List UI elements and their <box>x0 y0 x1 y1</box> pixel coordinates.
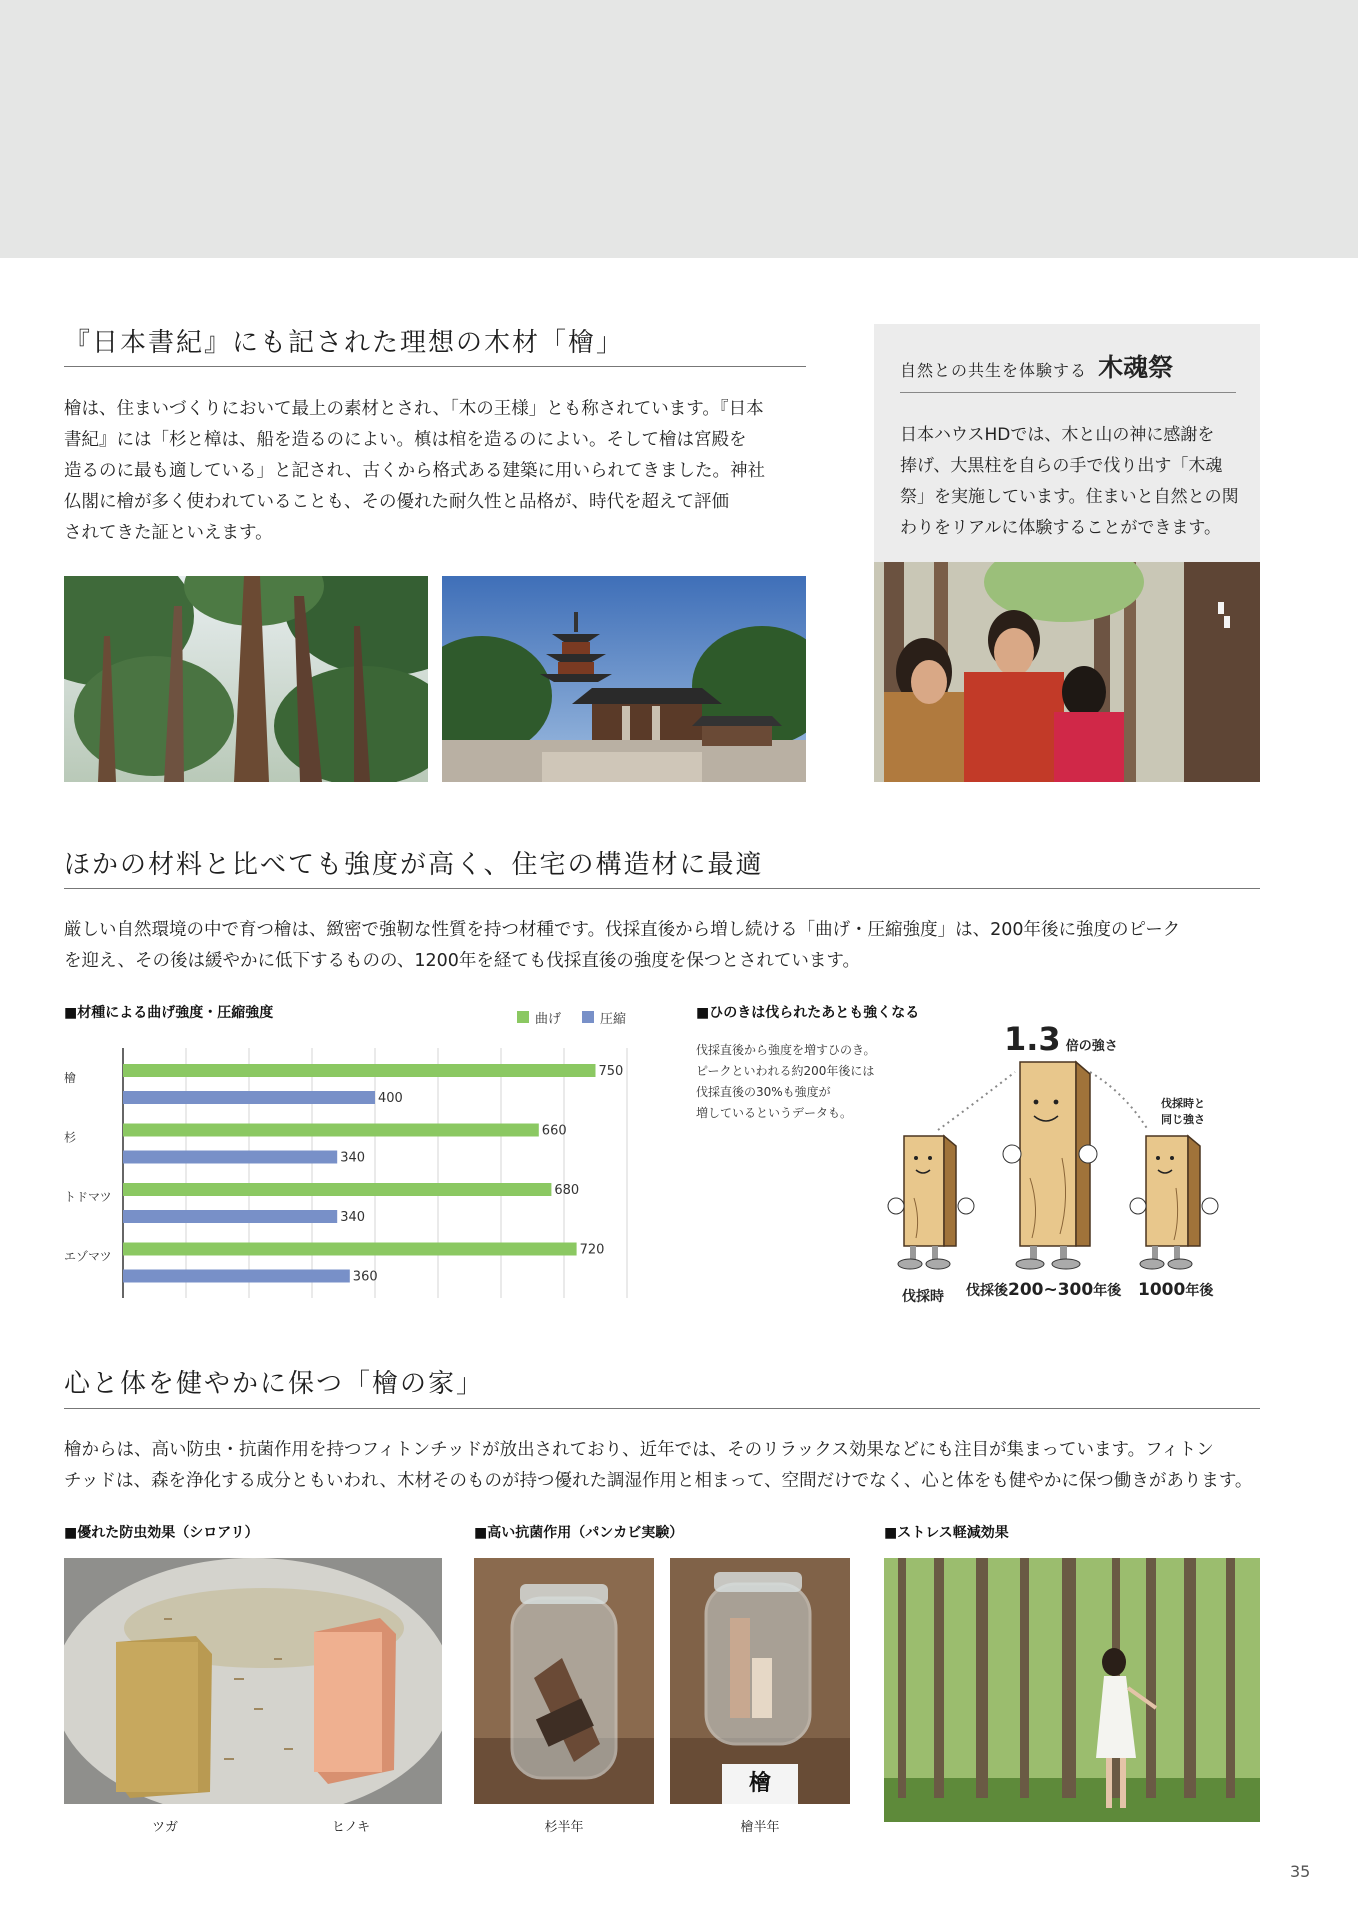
bar-compression <box>123 1270 350 1283</box>
bar-value-label: 340 <box>340 1210 366 1225</box>
sidebox-rule <box>900 392 1236 393</box>
antibac-effect-title: ■高い抗菌作用（パンカビ実験） <box>474 1525 684 1541</box>
category-label: トドマツ <box>64 1190 112 1204</box>
stage-label-3 <box>1138 1280 1213 1300</box>
hinoki-jar-photo <box>670 1558 850 1804</box>
bar-value-label: 720 <box>579 1242 605 1258</box>
legend-swatch-bending <box>517 1011 529 1023</box>
peak-number: 1.3 <box>1004 1020 1061 1058</box>
wood-character-small-2 <box>1130 1136 1218 1269</box>
family-praying-photo <box>874 562 1260 782</box>
hinoki-desc-2: ピークといわれる約200年後には <box>696 1064 875 1078</box>
bar-value-label: 400 <box>378 1091 403 1106</box>
sidebox-line-3: 祭」を実施しています。住まいと自然との関 <box>900 487 1239 507</box>
hinoki-characters-illustration <box>880 1058 1230 1288</box>
sidebox-lead: 自然との共生を体験する <box>900 361 1088 380</box>
temple-photo <box>442 576 806 782</box>
stage-label-2 <box>966 1280 1121 1300</box>
strength-bar-chart <box>60 1036 660 1306</box>
insect-effect-title: ■優れた防虫効果（シロアリ） <box>64 1525 259 1541</box>
section3-line-2: チッドは、森を浄化する成分ともいわれ、木材そのものが持つ優れた調湿作用と相まって、空間だけでなく、心と体をも健やかに保つ働きがあります。 <box>64 1471 1253 1491</box>
section1-line-1: 檜は、住まいづくりにおいて最上の素材とされ、「木の王様」とも称されています。『日本 <box>64 399 764 419</box>
bar-compression <box>123 1091 375 1104</box>
bar-bending <box>123 1243 577 1256</box>
category-label: 杉 <box>64 1130 77 1145</box>
same-strength-line-2: 同じ強さ <box>1161 1113 1205 1126</box>
legend-label-compression: 圧縮 <box>600 1012 627 1027</box>
section1-line-4: 仏閣に檜が多く使われていることも、その優れた耐久性と品格が、時代を超えて評価 <box>64 492 729 512</box>
bar-value-label: 750 <box>598 1064 624 1079</box>
bar-bending <box>123 1124 539 1137</box>
hinoki-desc-3: 伐採直後の30%も強度が <box>696 1085 831 1099</box>
section3-title: 心と体を健やかに保つ「檜の家」 <box>64 1369 485 1399</box>
hinoki-label-card: 檜 <box>748 1771 771 1796</box>
section2-rule <box>64 888 1260 889</box>
hinoki-desc-4: 増しているというデータも。 <box>696 1106 853 1120</box>
caption-hinoki-half-year: 檜半年 <box>740 1820 780 1835</box>
section2-title: ほかの材料と比べても強度が高く、住宅の構造材に最適 <box>64 850 764 880</box>
hinoki-desc-1: 伐採直後から強度を増すひのき。 <box>696 1043 876 1057</box>
stress-effect-title: ■ストレス軽減効果 <box>884 1525 1009 1541</box>
bar-value-label: 360 <box>352 1269 378 1285</box>
bar-bending <box>123 1064 596 1077</box>
caption-hinoki: ヒノキ <box>331 1820 371 1835</box>
section2-line-1: 厳しい自然環境の中で育つ檜は、緻密で強靭な性質を持つ材種です。伐採直後から増し続ける「曲げ・圧縮強度」は、200年後に強度のピーク <box>64 920 1181 940</box>
section1-rule <box>64 366 806 367</box>
legend-swatch-compression <box>582 1011 594 1023</box>
section3-line-1: 檜からは、高い防虫・抗菌作用を持つフィトンチッドが放出されており、近年では、そのリラックス効果などにも注目が集まっています。フィトン <box>64 1440 1214 1460</box>
caption-tsuga: ツガ <box>151 1820 178 1835</box>
same-strength-line-1: 伐採時と <box>1161 1097 1205 1110</box>
top-gray-band <box>0 0 1358 258</box>
sidebox-line-4: わりをリアルに体験することができます。 <box>900 518 1221 538</box>
cedar-forest-photo <box>64 576 428 782</box>
category-label: 檜 <box>64 1071 77 1085</box>
chart-title: ■材種による曲げ強度・圧縮強度 <box>64 1005 274 1021</box>
peak-suffix: 倍の強さ <box>1065 1039 1118 1054</box>
bar-value-label: 680 <box>554 1183 580 1198</box>
bar-value-label: 340 <box>340 1150 366 1166</box>
bar-bending <box>123 1183 551 1196</box>
cedar-jar-photo <box>474 1558 654 1804</box>
section1-line-3: 造るのに最も適している」と記され、古くから格式ある建築に用いられてきました。神社 <box>64 461 766 481</box>
hinoki-title: ■ひのきは伐られたあとも強くなる <box>696 1005 920 1021</box>
peak-strength-label <box>1004 1020 1118 1058</box>
stage3-years: 1000 <box>1138 1280 1186 1300</box>
page-number: 35 <box>1290 1862 1311 1881</box>
section3-rule <box>64 1408 1260 1409</box>
bar-compression <box>123 1210 337 1223</box>
section2-line-2: を迎え、その後は緩やかに低下するものの、1200年を経ても伐採直後の強度を保つとされています。 <box>64 951 860 971</box>
caption-cedar-half-year: 杉半年 <box>544 1820 584 1835</box>
section1-line-2: 書紀』には「杉と樟は、船を造るのによい。槙は棺を造るのによい。そして檜は宮殿を <box>64 430 747 450</box>
bar-compression <box>123 1151 337 1164</box>
sidebox-title: 木魂祭 <box>1098 353 1174 382</box>
woman-in-forest-photo <box>884 1558 1260 1822</box>
stage2-prefix: 伐採後 <box>966 1283 1008 1299</box>
termite-test-photo <box>64 1558 442 1804</box>
wood-character-small-1 <box>888 1136 974 1269</box>
stage2-years: 200~300 <box>1008 1280 1094 1300</box>
legend-label-bending: 曲げ <box>535 1012 562 1027</box>
wood-character-large <box>1003 1062 1097 1269</box>
stage-label-1: 伐採時 <box>902 1289 944 1305</box>
sidebox-line-2: 捧げ、大黒柱を自らの手で伐り出す「木魂 <box>900 456 1223 476</box>
bar-value-label: 660 <box>541 1123 567 1139</box>
section1-title: 『日本書紀』にも記された理想の木材「檜」 <box>64 328 625 358</box>
sidebox-line-1: 日本ハウスHDでは、木と山の神に感謝を <box>900 425 1215 445</box>
stage2-suffix: 年後 <box>1093 1283 1122 1299</box>
category-label: エゾマツ <box>64 1249 112 1264</box>
stage3-suffix: 年後 <box>1185 1283 1214 1299</box>
section1-line-5: されてきた証といえます。 <box>64 523 273 543</box>
kodama-festival-box <box>874 324 1260 562</box>
